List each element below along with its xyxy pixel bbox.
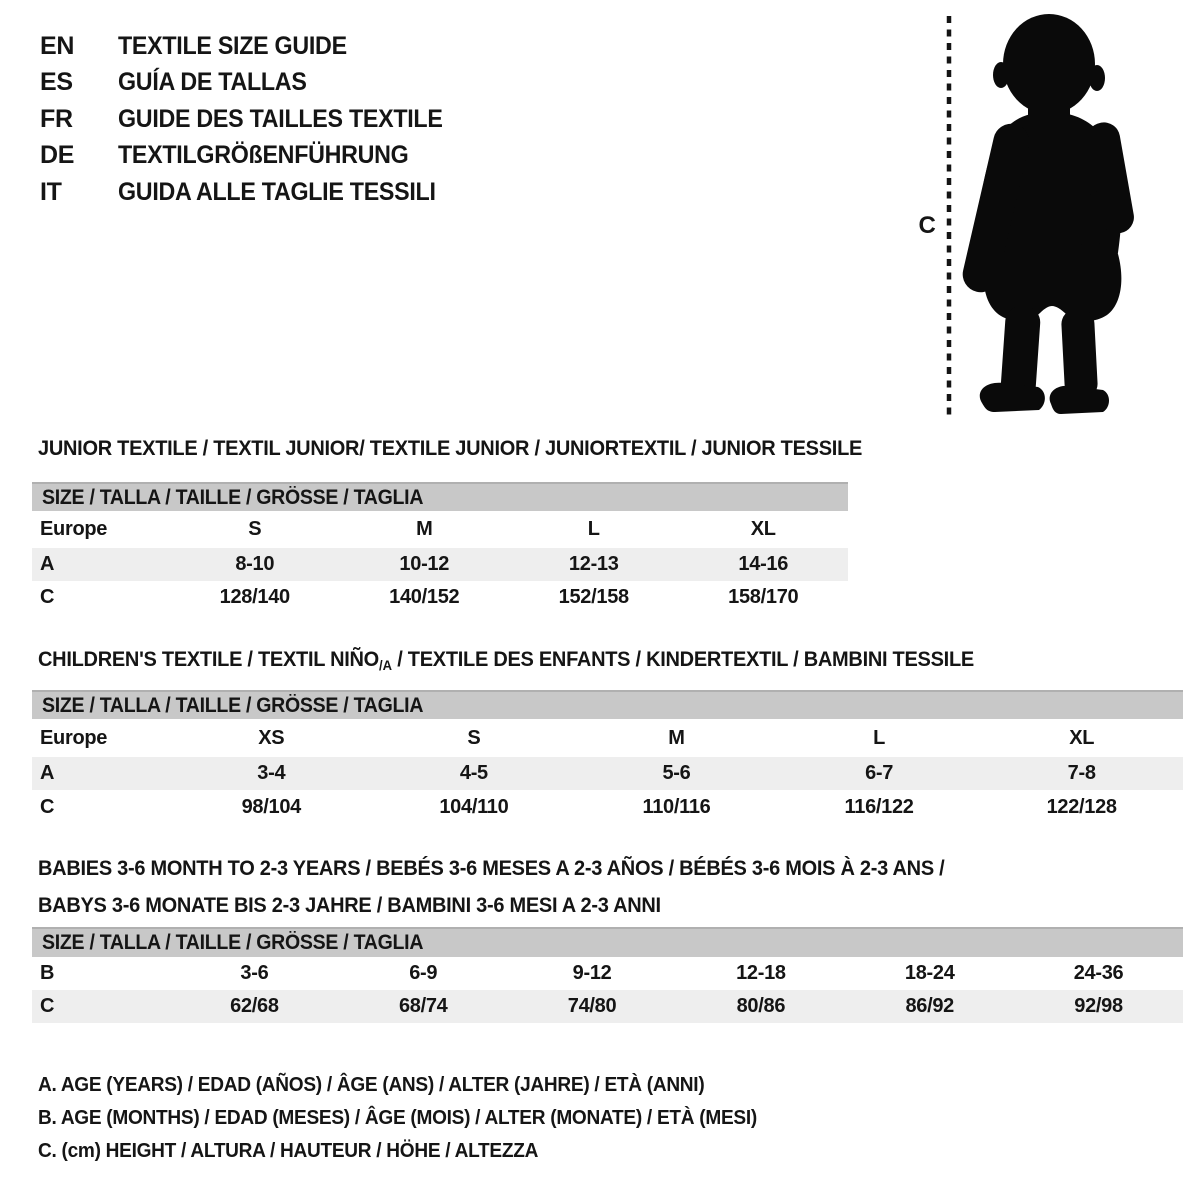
height-cell: 86/92: [905, 995, 954, 1017]
language-code: DE: [40, 141, 75, 170]
language-row-en: [40, 28, 467, 65]
row-label: A: [40, 553, 55, 575]
table-row: [32, 548, 848, 581]
toddler-silhouette-icon: [956, 12, 1148, 422]
height-cell: 68/74: [398, 995, 448, 1017]
height-cell: 128/140: [219, 586, 290, 608]
age-cell: 12-18: [736, 962, 786, 984]
size-cell: XS: [258, 726, 285, 749]
age-cell: 6-9: [409, 962, 438, 984]
language-row-es: [40, 65, 467, 102]
height-cell: 104/110: [439, 795, 509, 818]
row-label: C: [40, 795, 55, 818]
height-cell: 62/68: [230, 995, 279, 1017]
language-code: EN: [40, 31, 75, 60]
height-cell: 152/158: [558, 586, 629, 608]
row-label: Europe: [40, 726, 108, 749]
height-cell: 74/80: [567, 995, 617, 1017]
language-row-fr: [40, 101, 467, 138]
size-cell: L: [873, 726, 886, 749]
guide-title-fr: GUIDE DES TAILLES TEXTILE: [118, 104, 443, 133]
row-label: A: [40, 762, 55, 784]
table-row: [32, 957, 1183, 990]
size-cell: M: [668, 726, 685, 749]
language-row-it: [40, 174, 467, 211]
table-row: [32, 790, 1183, 824]
legend-line-c: C. (cm) HEIGHT / ALTURA / HAUTEUR / HÖHE / ALTEZZA: [38, 1139, 539, 1163]
babies-section-title: BABIES 3-6 MONTH TO 2-3 YEARS / BEBÉS 3-6 MESES A 2-3 AÑOS / BÉBÉS 3-6 MOIS À 2-3 ANS / BABYS 3-6 MONATE BIS 2-3 JAHRE / BAMBINI 3-6 MESI A 2-3 ANNI: [38, 856, 945, 917]
age-cell: 18-24: [904, 962, 955, 984]
junior-section-title: JUNIOR TEXTILE / TEXTIL JUNIOR/ TEXTILE JUNIOR / JUNIORTEXTIL / JUNIOR TESSILE: [38, 436, 863, 460]
age-cell: 6-7: [865, 762, 894, 784]
language-code: ES: [40, 68, 73, 97]
size-header-label: SIZE / TALLA / TAILLE / GRÖSSE / TAGLIA: [42, 931, 424, 954]
size-header-label: SIZE / TALLA / TAILLE / GRÖSSE / TAGLIA: [42, 485, 424, 509]
table-row: [32, 511, 848, 548]
guide-title-de: TEXTILGRÖßENFÜHRUNG: [118, 141, 409, 170]
guide-title-en: TEXTILE SIZE GUIDE: [118, 31, 347, 60]
legend-line-a: A. AGE (YEARS) / EDAD (AÑOS) / ÂGE (ANS) / ALTER (JAHRE) / ETÀ (ANNI): [38, 1072, 705, 1096]
age-cell: 9-12: [572, 962, 612, 984]
size-cell: L: [587, 518, 600, 540]
height-cell: 122/128: [1046, 795, 1117, 818]
age-cell: 14-16: [738, 553, 789, 575]
size-header-label: SIZE / TALLA / TAILLE / GRÖSSE / TAGLIA: [42, 693, 424, 717]
legend: [38, 1068, 811, 1168]
size-cell: XL: [1069, 726, 1095, 749]
height-measure-label: C: [918, 212, 936, 239]
size-cell: XL: [750, 518, 776, 540]
height-cell: 80/86: [736, 995, 786, 1017]
age-cell: 5-6: [662, 762, 691, 784]
guide-title-it: GUIDA ALLE TAGLIE TESSILI: [118, 177, 436, 206]
babies-size-table: [32, 927, 1183, 1023]
size-cell: S: [248, 518, 262, 540]
junior-size-table: [32, 482, 848, 614]
row-label: B: [40, 962, 55, 984]
junior-size-header-bar: [32, 482, 848, 511]
age-cell: 7-8: [1067, 762, 1096, 784]
table-row: [32, 990, 1183, 1023]
age-cell: 4-5: [459, 762, 488, 784]
age-cell: 10-12: [399, 553, 450, 575]
children-size-table: [32, 690, 1183, 824]
height-cell: 140/152: [389, 586, 460, 608]
height-cell: 98/104: [241, 795, 301, 818]
age-cell: 12-13: [568, 553, 619, 575]
height-cell: 92/98: [1074, 995, 1123, 1017]
size-cell: S: [467, 726, 481, 749]
height-dashed-line: [942, 16, 954, 418]
table-row: [32, 719, 1183, 757]
legend-line-b: B. AGE (MONTHS) / EDAD (MESES) / ÂGE (MOIS) / ALTER (MONATE) / ETÀ (MESI): [38, 1105, 757, 1129]
height-cell: 116/122: [844, 795, 914, 818]
row-label: Europe: [40, 518, 108, 540]
table-row: [32, 581, 848, 614]
row-label: C: [40, 995, 55, 1017]
age-cell: 3-4: [257, 762, 286, 784]
children-size-header-bar: [32, 690, 1183, 719]
language-code: IT: [40, 177, 62, 206]
babies-size-header-bar: [32, 927, 1183, 957]
row-label: C: [40, 586, 55, 608]
language-code: FR: [40, 104, 73, 133]
height-cell: 110/116: [642, 795, 711, 818]
language-row-de: [40, 138, 467, 175]
height-cell: 158/170: [728, 586, 799, 608]
children-section-title: CHILDREN'S TEXTILE / TEXTIL NIÑO/A / TEXTILE DES ENFANTS / KINDERTEXTIL / BAMBINI TESSILE: [38, 647, 974, 673]
age-cell: 3-6: [240, 962, 269, 984]
guide-title-es: GUÍA DE TALLAS: [118, 68, 307, 97]
language-title-list: [40, 28, 467, 211]
age-cell: 8-10: [235, 553, 275, 575]
size-cell: M: [416, 518, 433, 540]
table-row: [32, 757, 1183, 790]
age-cell: 24-36: [1073, 962, 1124, 984]
